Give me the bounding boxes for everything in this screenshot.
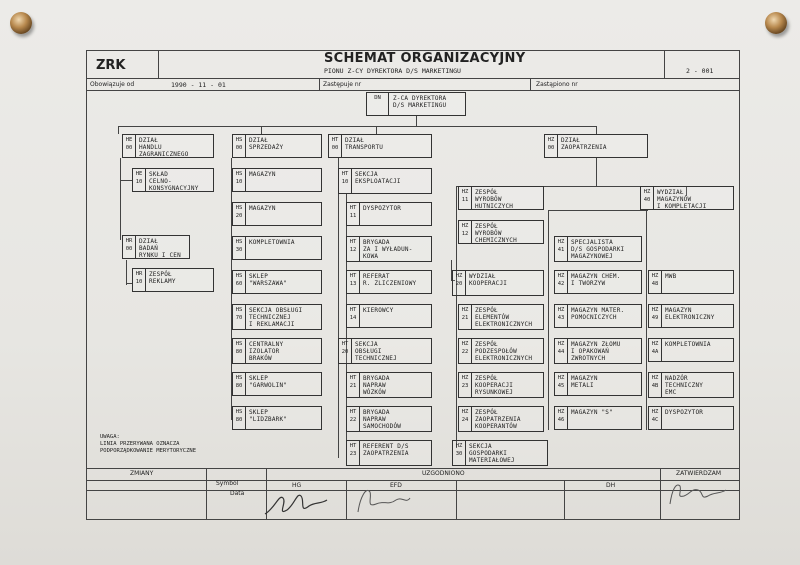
unit-label: CENTRALNY IZOLATOR BRAKÓW [249,341,284,362]
column-2-header: EFD [390,482,402,489]
unit-label: MAGAZYN CHEM. I TWORZYW [571,273,621,287]
unit-label: MAGAZYN [249,171,276,178]
unit-label: MWB [665,273,677,280]
unit-label: SKLEP "GARWOLIN" [249,375,288,389]
unit-hz-12 [458,220,544,244]
unit-label: SKLEP "LIDZBARK" [249,409,288,423]
unit-code: HE 00 [123,135,136,157]
unit-code: HS 20 [233,203,246,225]
unit-ht-20 [338,338,432,364]
unit-hz-22 [458,338,544,364]
unit-code: HZ 44 [555,339,568,363]
unit-hz-23 [458,372,544,398]
unit-label: SEKCJA OBSŁUGI TECHNICZNEJ I REKLAMACJI [249,307,303,328]
unit-label: BRYGADA NAPRAW WÓZKÓW [363,375,390,396]
unit-label: MAGAZYN [249,205,276,212]
unit-label: BRYGADA NAPRAW SAMOCHODÓW [363,409,402,430]
unit-label: ZESPÓŁ REKLAMY [149,271,176,285]
unit-label: SKLEP "WARSZAWA" [249,273,288,287]
unit-label: DZIAŁ ZAOPATRZENIA [561,137,607,151]
unit-code: HZ 40 [641,187,654,209]
unit-ht-13 [346,270,432,294]
unit-label: ZESPÓŁ WYROBÓW CHEMICZNYCH [475,223,517,244]
unit-hz-4b [648,372,734,398]
unit-code: HZ 43 [555,305,568,327]
unit-label: ZESPÓŁ PODZESPOŁÓW ELEKTRONICZNYCH [475,341,533,362]
unit-label: DZIAŁ BADAŃ RYNKU I CEN [139,238,181,259]
unit-hs-30 [232,236,322,260]
page-title: SCHEMAT ORGANIZACYJNY [324,51,526,66]
unit-code: HT 11 [347,203,360,225]
unit-code: HZ 24 [459,407,472,431]
unit-code: HT 13 [347,271,360,293]
unit-code: HZ 22 [459,339,472,363]
unit-code: HT 12 [347,237,360,261]
unit-ht-21 [346,372,432,398]
effective-date: 1990 - 11 - 01 [171,81,226,89]
column-3-header: DH [606,482,616,489]
unit-code: HT 23 [347,441,360,465]
unit-ht-10 [338,168,432,194]
unit-code: HZ 42 [555,271,568,293]
unit-code: HT 20 [339,339,352,363]
unit-label: ZESPÓŁ ELEMENTÓW ELEKTRONICZNYCH [475,307,533,328]
unit-code: HT 22 [347,407,360,431]
unit-hr-00 [122,235,190,259]
unit-hz-30 [452,440,548,466]
unit-label: SEKCJA EKSPLOATACJI [355,171,401,185]
unit-code: HR 00 [123,236,136,258]
unit-label: REFERENT D/S ZAOPATRZENIA [363,443,409,457]
unit-code: HZ 00 [545,135,558,157]
date-label: Data [230,490,245,497]
unit-hz-42 [554,270,642,294]
unit-hz-4c [648,406,734,430]
unit-ht-12 [346,236,432,262]
unit-label: KOMPLETOWNIA [665,341,711,348]
unit-label: MAGAZYN ZŁOMU I OPAKOWAŃ ZWROTNYCH [571,341,621,362]
unit-hz-24 [458,406,544,432]
unit-code: HT 00 [329,135,342,157]
unit-label: MAGAZYN "S" [571,409,613,416]
unit-hz-11 [458,186,544,210]
symbol-label: Symbol [216,480,239,487]
unit-code: HE 10 [133,169,146,191]
thumbtack-left [10,12,32,34]
unit-ht-11 [346,202,432,226]
unit-label: DYSPOZYTOR [363,205,402,212]
unit-code: HS 80 [233,407,246,429]
unit-hs-70 [232,304,322,330]
unit-he-10 [132,168,214,192]
unit-code: HZ 49 [649,305,662,327]
unit-label: BRYGADA ZA I WYŁADUN- KOWA [363,239,413,260]
unit-ht-14 [346,304,432,328]
unit-code: HR 10 [133,269,146,291]
unit-ht-00 [328,134,432,158]
unit-hz-49 [648,304,734,328]
unit-label: Z-CA DYREKTORA D/S MARKETINGU [393,95,447,109]
unit-label: DYSPOZYTOR [665,409,704,416]
unit-label: WYDZIAŁ KOOPERACJI [469,273,508,287]
unit-code: HS 80 [233,339,246,363]
unit-hz-45 [554,372,642,396]
root-unit [366,92,466,116]
unit-code: HZ 48 [649,271,662,293]
unit-code: HS 80 [233,373,246,395]
unit-ht-22 [346,406,432,432]
unit-label: DZIAŁ HANDLU ZAGRANICZNEGO [139,137,189,158]
unit-code: HS 60 [233,271,246,293]
unit-code: HS 70 [233,305,246,329]
unit-label: ZESPÓŁ ZAOPATRZENIA KOOPERANTÓW [475,409,521,430]
unit-code: DN [367,93,389,115]
unit-code: HT 10 [339,169,352,193]
unit-code: HZ 23 [459,373,472,397]
unit-code: HT 21 [347,373,360,397]
changes-label: ZMIANY [130,470,154,477]
org-chart-sheet [86,50,740,520]
company-logo: ZRK [96,58,126,73]
unit-hs-10 [232,168,322,192]
unit-hz-48 [648,270,734,294]
unit-hs-garwolin [232,372,322,396]
unit-hz-46 [554,406,642,430]
signature-3 [664,476,740,514]
unit-label: SKŁAD CELNO- KONSYGNACYJNY [149,171,199,192]
unit-code: HZ 4A [649,339,662,361]
doc-number: 2 - 001 [686,67,714,75]
dashed-line-note: UWAGA: LINIA PRZERYWANA OZNACZA PODPORZĄDKOWANIE MERYTORYCZNE [100,434,197,454]
unit-label: WYDZIAŁ MAGAZYNÓW I KOMPLETACJI [657,189,707,210]
unit-code: HS 00 [233,135,246,157]
unit-hr-10 [132,268,214,292]
unit-ht-23 [346,440,432,466]
unit-hs-00 [232,134,322,158]
approved-label: ZATWIERDZAM [676,470,722,477]
unit-code: HT 14 [347,305,360,327]
unit-code: HZ 21 [459,305,472,329]
unit-code: HZ 41 [555,237,568,261]
unit-label: SPECJALISTA D/S GOSPODARKI MAGAZYNOWEJ [571,239,625,260]
unit-hs-lidzbark [232,406,322,430]
thumbtack-right [765,12,787,34]
unit-code: HZ 46 [555,407,568,429]
unit-code: HZ 4B [649,373,662,397]
page-subtitle: PIONU Z-CY DYREKTORA D/S MARKETINGU [324,67,461,75]
unit-label: MAGAZYN MATER. POMOCNICZYCH [571,307,625,321]
unit-hs-80 [232,338,322,364]
column-1-header: HG [292,482,302,489]
unit-label: NADZÓR TECHNICZNY EMC [665,375,704,396]
unit-code: HZ 4C [649,407,662,429]
unit-hz-40 [640,186,734,210]
agreed-label: UZGODNIONO [422,470,465,477]
signature-1 [261,486,341,520]
unit-he-00 [122,134,214,158]
unit-label: SEKCJA OBSŁUGI TECHNICZNEJ [355,341,397,362]
unit-code: HZ 45 [555,373,568,395]
unit-label: MAGAZYN ELEKTRONICZNY [665,307,715,321]
unit-hz-43 [554,304,642,328]
unit-label: SEKCJA GOSPODARKI MATERIAŁOWEJ [469,443,515,464]
unit-code: HS 30 [233,237,246,259]
replaced-by-label: Zastąpiono nr [536,81,578,88]
unit-label: MAGAZYN METALI [571,375,598,389]
unit-hs-20 [232,202,322,226]
unit-hz-41 [554,236,642,262]
unit-hz-44 [554,338,642,364]
unit-hz-20 [452,270,544,296]
unit-hz-00 [544,134,648,158]
unit-label: DZIAŁ SPRZEDAŻY [249,137,284,151]
unit-code: HZ 11 [459,187,472,209]
replaces-label: Zastępuje nr [323,81,362,88]
unit-hz-4a [648,338,734,362]
unit-label: REFERAT R. ZLICZENIOWY [363,273,417,287]
unit-label: ZESPÓŁ KOOPERACJI RYSUNKOWEJ [475,375,514,396]
unit-label: ZESPÓŁ WYROBÓW HUTNICZYCH [475,189,514,210]
unit-hs-60 [232,270,322,294]
unit-label: DZIAŁ TRANSPORTU [345,137,384,151]
unit-label: KIEROWCY [363,307,394,314]
unit-code: HZ 12 [459,221,472,243]
unit-code: HZ 30 [453,441,466,465]
signature-2 [348,482,418,516]
unit-hz-21 [458,304,544,330]
unit-code: HS 10 [233,169,246,191]
effective-label: Obowiązuje od [90,81,135,88]
unit-label: KOMPLETOWNIA [249,239,295,246]
unit-code: HZ 20 [453,271,466,295]
